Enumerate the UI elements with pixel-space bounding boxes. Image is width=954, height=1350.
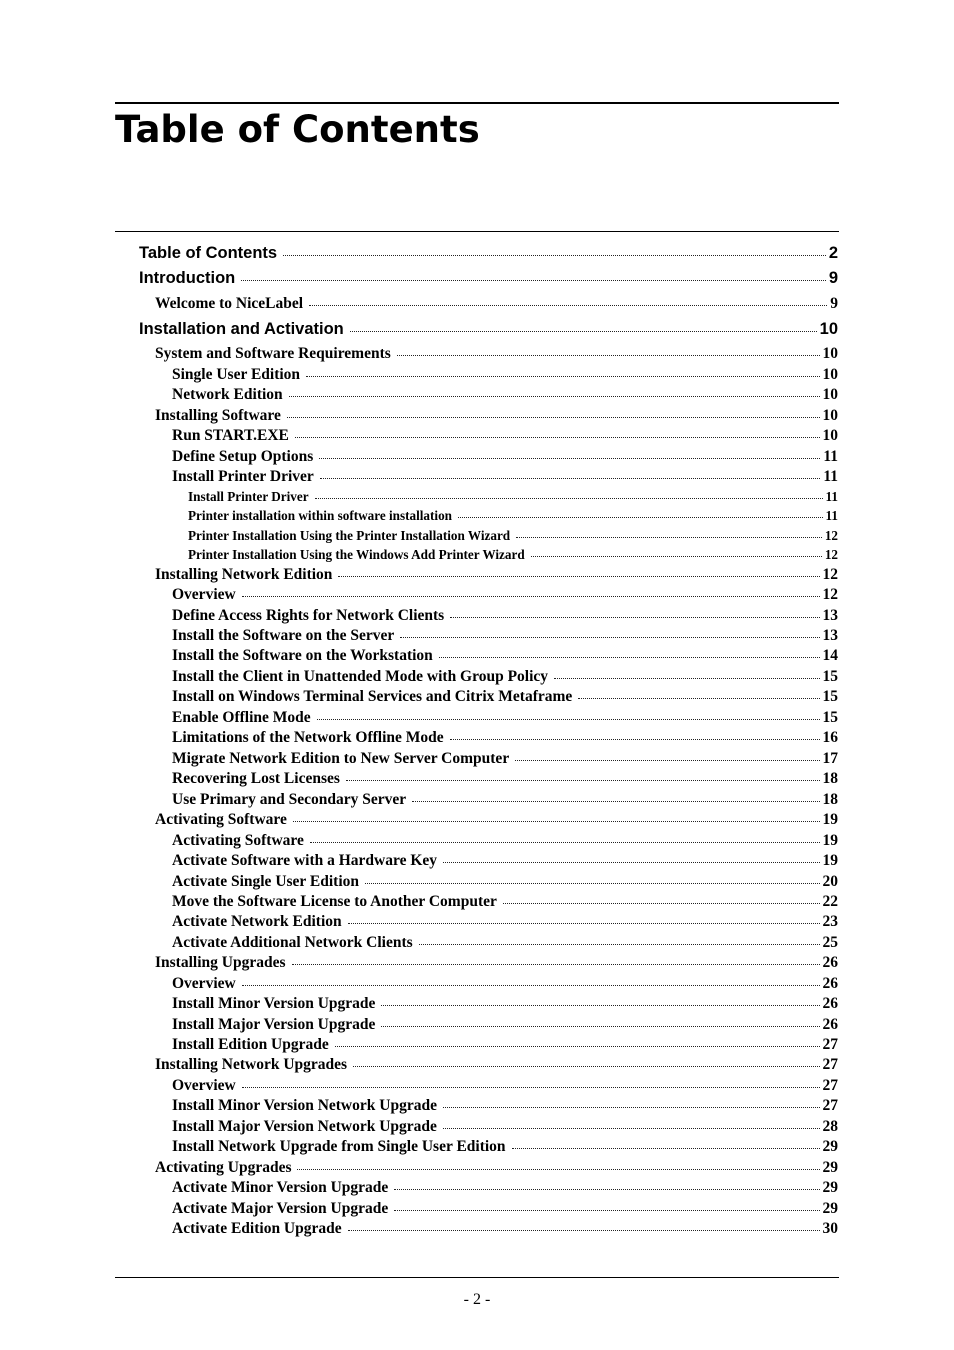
toc-entry-page-number: 9: [828, 269, 838, 287]
toc-entry[interactable]: [139, 269, 838, 288]
toc-entry-page-number: 12: [824, 528, 838, 543]
dot-leader: [310, 842, 820, 843]
toc-entry-page-number: 14: [822, 647, 838, 664]
toc-entry-page-number: 10: [822, 345, 838, 362]
toc-entry-page-number: 18: [822, 770, 838, 787]
toc-entry[interactable]: [172, 995, 838, 1013]
dot-leader: [419, 944, 820, 945]
toc-entry[interactable]: [172, 1016, 838, 1034]
dot-leader: [554, 678, 819, 679]
dot-leader: [515, 760, 819, 761]
toc-entry-page-number: 27: [822, 1077, 838, 1094]
toc-entry-title: Install Printer Driver: [172, 468, 314, 485]
toc-entry-page-number: 19: [822, 811, 838, 828]
dot-leader: [450, 617, 819, 618]
page-title: Table of Contents: [115, 108, 480, 151]
toc-entry-page-number: 27: [822, 1036, 838, 1053]
dot-leader: [289, 396, 820, 397]
toc-entry[interactable]: [172, 468, 838, 486]
dot-leader: [317, 719, 820, 720]
toc-entry-page-number: 10: [822, 407, 838, 424]
toc-entry-title: Table of Contents: [139, 244, 278, 262]
toc-entry-title: Activating Software: [155, 811, 287, 828]
toc-entry-page-number: 28: [822, 1118, 838, 1135]
toc-entry-page-number: 15: [822, 709, 838, 726]
toc-entry-page-number: 12: [822, 586, 838, 603]
toc-entry[interactable]: [172, 1118, 838, 1136]
toc-entry[interactable]: [172, 668, 838, 686]
dot-leader: [348, 923, 820, 924]
toc-entry[interactable]: [172, 1097, 838, 1115]
toc-entry[interactable]: [172, 448, 838, 466]
dot-leader: [381, 1005, 819, 1006]
toc-entry[interactable]: [172, 427, 838, 445]
toc-entry-page-number: 26: [822, 995, 838, 1012]
toc-entry[interactable]: [172, 1200, 838, 1218]
toc-entry[interactable]: [172, 1077, 838, 1095]
dot-leader: [309, 305, 827, 306]
toc-entry[interactable]: [188, 528, 838, 544]
dot-leader: [394, 1189, 819, 1190]
toc-entry[interactable]: [172, 627, 838, 645]
toc-entry[interactable]: [155, 345, 838, 363]
toc-entry-page-number: 10: [822, 386, 838, 403]
toc-entry-page-number: 19: [822, 832, 838, 849]
dot-leader: [450, 739, 820, 740]
toc-entry-page-number: 11: [823, 448, 838, 465]
toc-entry-page-number: 15: [822, 668, 838, 685]
toc-entry-page-number: 10: [822, 366, 838, 383]
toc-entry-title: Enable Offline Mode: [172, 709, 311, 726]
toc-entry-page-number: 13: [822, 627, 838, 644]
toc-entry-title: Activate Major Version Upgrade: [172, 1200, 389, 1217]
toc-entry[interactable]: [172, 873, 838, 891]
toc-entry-title: Define Setup Options: [172, 448, 314, 465]
toc-entry[interactable]: [172, 750, 838, 768]
toc-entry-page-number: 11: [825, 508, 838, 523]
toc-entry-title: Install on Windows Terminal Services and Citrix Metaframe: [172, 688, 573, 705]
toc-entry[interactable]: [172, 1179, 838, 1197]
dot-leader: [381, 1026, 819, 1027]
dot-leader: [531, 556, 822, 557]
toc-entry-title: Define Access Rights for Network Clients: [172, 607, 445, 624]
dot-leader: [241, 280, 826, 281]
toc-entry[interactable]: [172, 832, 838, 850]
dot-leader: [516, 537, 822, 538]
toc-entry[interactable]: [172, 586, 838, 604]
toc-entry-title: Activate Network Edition: [172, 913, 342, 930]
toc-entry-title: Activate Single User Edition: [172, 873, 359, 890]
toc-entry[interactable]: [155, 295, 838, 313]
toc-entry[interactable]: [172, 791, 838, 809]
toc-entry[interactable]: [172, 709, 838, 727]
toc-entry-title: Install Printer Driver: [188, 489, 309, 504]
toc-entry[interactable]: [172, 770, 838, 788]
toc-entry-title: Limitations of the Network Offline Mode: [172, 729, 444, 746]
toc-entry-title: Installing Network Edition: [155, 566, 333, 583]
toc-entry-title: Activate Edition Upgrade: [172, 1220, 342, 1237]
toc-entry-title: Recovering Lost Licenses: [172, 770, 340, 787]
toc-entry-title: Overview: [172, 586, 236, 603]
toc-entry-title: Install the Software on the Workstation: [172, 647, 433, 664]
dot-leader: [412, 801, 819, 802]
toc-entry-page-number: 26: [822, 975, 838, 992]
toc-entry-page-number: 25: [822, 934, 838, 951]
toc-entry-title: Printer Installation Using the Printer Installation Wizard: [188, 528, 511, 543]
toc-entry-page-number: 13: [822, 607, 838, 624]
dot-leader: [292, 964, 820, 965]
toc-entry-title: Install the Software on the Server: [172, 627, 395, 644]
dot-leader: [350, 331, 817, 332]
toc-entry[interactable]: [139, 320, 838, 339]
toc-entry-title: Installing Upgrades: [155, 954, 286, 971]
toc-entry[interactable]: [172, 729, 838, 747]
toc-entry[interactable]: [139, 244, 838, 263]
toc-entry-title: Activate Minor Version Upgrade: [172, 1179, 389, 1196]
toc-entry[interactable]: [155, 954, 838, 972]
toc-entry-title: Install Minor Version Network Upgrade: [172, 1097, 437, 1114]
toc-entry[interactable]: [172, 913, 838, 931]
toc-entry-page-number: 23: [822, 913, 838, 930]
toc-entry-page-number: 27: [822, 1056, 838, 1073]
dot-leader: [320, 478, 821, 479]
toc-entry[interactable]: [172, 647, 838, 665]
dot-leader: [458, 517, 823, 518]
toc-entry[interactable]: [155, 1159, 838, 1177]
toc-entry-title: Installing Software: [155, 407, 281, 424]
dot-leader: [306, 376, 819, 377]
toc-entry-title: Use Primary and Secondary Server: [172, 791, 407, 808]
toc-entry-title: Overview: [172, 1077, 236, 1094]
dot-leader: [443, 1107, 820, 1108]
toc-entry-title: Printer Installation Using the Windows Add Printer Wizard: [188, 547, 525, 562]
dot-leader: [297, 1169, 819, 1170]
dot-leader: [293, 821, 820, 822]
toc-entry-page-number: 15: [822, 688, 838, 705]
toc-entry-page-number: 12: [824, 547, 838, 562]
toc-entry[interactable]: [155, 811, 838, 829]
toc-entry-page-number: 12: [822, 566, 838, 583]
toc-entry-page-number: 22: [822, 893, 838, 910]
dot-leader: [503, 903, 820, 904]
toc-entry-title: Move the Software License to Another Computer: [172, 893, 497, 910]
toc-entry[interactable]: [172, 688, 838, 706]
toc-entry-page-number: 10: [822, 427, 838, 444]
dot-leader: [295, 437, 820, 438]
toc-entry-page-number: 20: [822, 873, 838, 890]
toc-entry-title: Install Edition Upgrade: [172, 1036, 329, 1053]
dot-leader: [443, 862, 819, 863]
toc-entry-page-number: 16: [822, 729, 838, 746]
toc-entry-title: Install the Client in Unattended Mode with Group Policy: [172, 668, 549, 685]
dot-leader: [242, 596, 820, 597]
toc-entry[interactable]: [172, 893, 838, 911]
toc-entry-page-number: 29: [822, 1179, 838, 1196]
toc-entry-title: Installing Network Upgrades: [155, 1056, 348, 1073]
toc-entry-page-number: 29: [822, 1138, 838, 1155]
dot-leader: [287, 417, 820, 418]
dot-leader: [242, 985, 820, 986]
dot-leader: [338, 576, 819, 577]
dot-leader: [397, 355, 820, 356]
dot-leader: [319, 458, 820, 459]
toc-entry-title: Install Network Upgrade from Single User Edition: [172, 1138, 506, 1155]
dot-leader: [283, 255, 826, 256]
dot-leader: [315, 498, 823, 499]
toc-entry-page-number: 26: [822, 954, 838, 971]
toc-entry-page-number: 29: [822, 1200, 838, 1217]
dot-leader: [512, 1148, 820, 1149]
toc-entry-title: Printer installation within software installation: [188, 508, 453, 523]
toc-entry-page-number: 17: [822, 750, 838, 767]
toc-entry-page-number: 19: [822, 852, 838, 869]
toc-entry[interactable]: [172, 386, 838, 404]
dot-leader: [346, 780, 820, 781]
toc-entry-title: Install Minor Version Upgrade: [172, 995, 376, 1012]
toc-entry-title: Install Major Version Network Upgrade: [172, 1118, 437, 1135]
toc-entry-title: Single User Edition: [172, 366, 301, 383]
dot-leader: [242, 1087, 820, 1088]
toc-entry-title: Introduction: [139, 269, 236, 287]
dot-leader: [443, 1128, 820, 1129]
toc-entry-page-number: 10: [819, 320, 838, 338]
toc-entry-title: Activating Upgrades: [155, 1159, 292, 1176]
toc-entry-page-number: 30: [822, 1220, 838, 1237]
toc-entry[interactable]: [155, 1056, 838, 1074]
dot-leader: [353, 1066, 819, 1067]
toc-entry-title: Network Edition: [172, 386, 283, 403]
toc-entry-page-number: 2: [828, 244, 838, 262]
toc-entry[interactable]: [155, 566, 838, 584]
toc-entry-title: Installation and Activation: [139, 320, 344, 338]
toc-entry-title: Run START.EXE: [172, 427, 289, 444]
footer-rule: [115, 1277, 839, 1278]
toc-entry[interactable]: [188, 508, 838, 524]
toc-entry-page-number: 9: [830, 295, 838, 312]
toc-entry-page-number: 29: [822, 1159, 838, 1176]
toc-entry[interactable]: [172, 852, 838, 870]
toc-entry[interactable]: [172, 1220, 838, 1238]
toc-entry-title: Migrate Network Edition to New Server Computer: [172, 750, 510, 767]
dot-leader: [439, 657, 820, 658]
toc-entry-title: Activate Software with a Hardware Key: [172, 852, 438, 869]
toc-entry[interactable]: [188, 547, 838, 563]
toc-entry-page-number: 11: [823, 468, 838, 485]
toc-entry-page-number: 26: [822, 1016, 838, 1033]
toc-entry[interactable]: [172, 1036, 838, 1054]
toc-entry-page-number: 11: [825, 489, 838, 504]
toc-entry[interactable]: [188, 489, 838, 505]
dot-leader: [335, 1046, 820, 1047]
dot-leader: [348, 1230, 820, 1231]
page-number: - 2 -: [463, 1291, 491, 1308]
toc-entry-title: Activate Additional Network Clients: [172, 934, 413, 951]
dot-leader: [400, 637, 819, 638]
dot-leader: [394, 1210, 819, 1211]
toc-entry[interactable]: [155, 407, 838, 425]
toc-entry-title: System and Software Requirements: [155, 345, 391, 362]
dot-leader: [578, 698, 819, 699]
toc-entry[interactable]: [172, 934, 838, 952]
toc-entry-page-number: 18: [822, 791, 838, 808]
toc-entry-title: Activating Software: [172, 832, 304, 849]
toc-entry-page-number: 27: [822, 1097, 838, 1114]
dot-leader: [365, 883, 820, 884]
toc-entry-title: Install Major Version Upgrade: [172, 1016, 376, 1033]
toc-entry[interactable]: [172, 366, 838, 384]
toc-entry-title: Overview: [172, 975, 236, 992]
toc-entry[interactable]: [172, 975, 838, 993]
toc-entry[interactable]: [172, 607, 838, 625]
toc-entry[interactable]: [172, 1138, 838, 1156]
toc-entry-title: Welcome to NiceLabel: [155, 295, 304, 312]
